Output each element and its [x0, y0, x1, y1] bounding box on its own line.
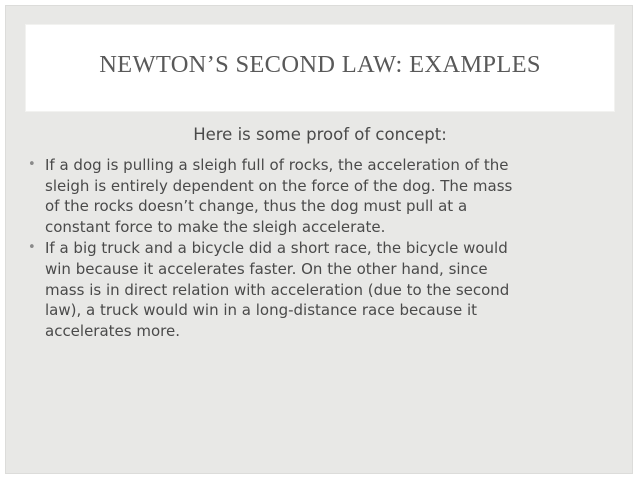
slide-title: NEWTON’S SECOND LAW: EXAMPLES: [99, 51, 541, 78]
slide: [5, 5, 633, 474]
title-box: [26, 25, 614, 111]
bullet-line: of the rocks doesn’t change, thus the dog must pull at a: [45, 197, 468, 216]
bullet-item-truck-bicycle: [24, 238, 624, 341]
bullet-dot-icon: •: [28, 240, 36, 256]
bullet-line: If a big truck and a bicycle did a short race, the bicycle would: [45, 239, 508, 258]
bullet-line: accelerates more.: [45, 321, 180, 340]
bullet-line: If a dog is pulling a sleigh full of rocks, the acceleration of the: [45, 156, 509, 174]
bullet-line: win because it accelerates faster. On the other hand, since: [45, 259, 488, 278]
slide-subtitle: Here is some proof of concept:: [193, 125, 447, 144]
bullet-list: [24, 155, 624, 342]
bullet-line: mass is in direct relation with acceleration (due to the second: [45, 280, 510, 299]
bullet-line: constant force to make the sleigh accelerate.: [45, 217, 386, 236]
bullet-item-dog-sleigh: [24, 155, 624, 237]
bullet-dot-icon: •: [28, 157, 36, 172]
bullet-line: law), a truck would win in a long-distance race because it: [45, 301, 478, 320]
bullet-line: sleigh is entirely dependent on the force of the dog. The mass: [45, 176, 513, 195]
